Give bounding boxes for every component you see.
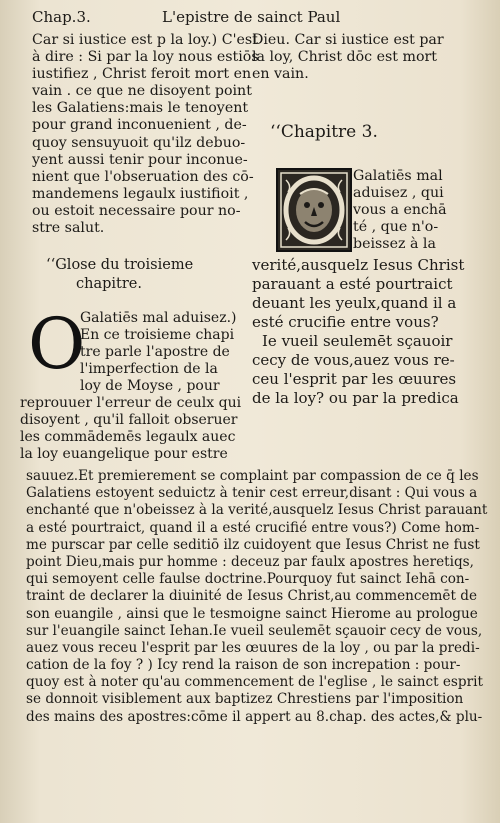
bottom-line: quoy est à noter qu'au commencement de l'eglise , le sainct esprit bbox=[26, 674, 483, 691]
left-line: quoy sensuyuoit qu'ilz debuo- bbox=[32, 134, 246, 151]
right-line: la loy, Christ dōc est mort bbox=[252, 49, 437, 66]
right-line: vous a enchā bbox=[353, 202, 447, 219]
bottom-line: point Dieu,mais pur homme : deceuz par faulx apostres heretiqs, bbox=[26, 553, 474, 570]
bottom-line: auez vous receu l'esprit par les œuures de la loy , ou par la predi- bbox=[26, 639, 480, 656]
right-line: Ie vueil seulemēt sçauoir bbox=[262, 332, 453, 350]
left-line: pour grand inconuenient , de- bbox=[32, 117, 247, 134]
bottom-line: traint de declarer la diuinité de Iesus Christ,au commencemēt de bbox=[26, 588, 478, 605]
gloss-line: loy de Moyse , pour bbox=[80, 378, 220, 395]
left-line: mandemens legaulx iustifioit , bbox=[32, 185, 249, 202]
bottom-line: se donnoit visiblement aux baptizez Chrestiens par l'imposition bbox=[26, 691, 464, 708]
gloss-line: reprouuer l'erreur de ceulx qui bbox=[20, 395, 242, 411]
bottom-line: enchanté que n'obeissez à la verité,ausquelz Iesus Christ parauant bbox=[26, 502, 488, 519]
left-line: Car si iustice est p la loy.) C'est bbox=[32, 32, 258, 48]
right-line: verité,ausquelz Iesus Christ bbox=[252, 256, 465, 274]
right-line: té , que n'o- bbox=[353, 219, 439, 236]
left-line: nient que l'obseruation des cō- bbox=[32, 168, 254, 185]
glose-heading-line: ‘‘Glose du troisieme bbox=[46, 257, 194, 273]
running-title: L'epistre de sainct Paul bbox=[162, 8, 341, 26]
right-line: en vain. bbox=[252, 66, 309, 83]
bottom-line: son euangile , ainsi que le tesmoigne sainct Hierome au prologue bbox=[26, 605, 478, 622]
chapter-heading: ‘‘Chapitre 3. bbox=[270, 122, 378, 142]
right-line: deuant les yeulx,quand il a bbox=[252, 294, 457, 312]
page-header bbox=[32, 8, 472, 30]
right-line: ceu l'esprit par les œuures bbox=[252, 370, 457, 388]
right-line: esté crucifie entre vous? bbox=[252, 313, 439, 331]
woodcut-face-icon bbox=[278, 170, 350, 250]
chapter-number: Chap.3. bbox=[32, 8, 91, 26]
right-column-body bbox=[252, 256, 465, 408]
bottom-line: me purscar par celle seditiō ilz cuidoyent que Iesus Christ ne fust bbox=[26, 536, 480, 553]
right-line: aduisez , qui bbox=[353, 185, 444, 202]
gloss-full bbox=[20, 395, 245, 463]
left-line: les Galatiens:mais le tenoyent bbox=[32, 100, 249, 117]
left-line: à dire : Si par la loy nous estiōs bbox=[32, 49, 259, 66]
right-column-top bbox=[252, 32, 447, 83]
bottom-line: sauuez.Et premierement se complaint par compassion de ce q̄ les bbox=[26, 468, 479, 484]
right-line: cecy de vous,auez vous re- bbox=[252, 351, 455, 369]
pilcrow-icon: ‘‘ bbox=[46, 257, 56, 273]
glose-heading bbox=[46, 256, 193, 294]
gloss-line: Galatiēs mal aduisez.) bbox=[80, 310, 237, 326]
right-line: Galatiēs mal bbox=[353, 168, 443, 184]
left-line: iustifiez , Christ feroit mort en bbox=[32, 66, 252, 83]
bottom-line: qui semoyent celle faulse doctrine.Pourquoy fut sainct Iehā con- bbox=[26, 571, 470, 588]
bottom-line: a esté pourtraict, quand il a esté crucifié entre vous?) Come hom- bbox=[26, 519, 480, 536]
gloss-line: disoyent , qu'il falloit obseruer bbox=[20, 412, 238, 429]
gloss-indented bbox=[80, 310, 250, 395]
bottom-text bbox=[26, 468, 488, 726]
bottom-line: des mains des apostres:cōme il appert au 8.chap. des actes,& plu- bbox=[26, 708, 483, 725]
bottom-line: cation de la foy ? ) Icy rend la raison de son increpation : pour- bbox=[26, 657, 461, 674]
glose-heading-line: chapitre. bbox=[76, 276, 142, 292]
bottom-line: sur l'euangile sainct Iehan.Ie vueil seulemēt sçauoir cecy de vous, bbox=[26, 622, 483, 639]
right-column-beside-initial bbox=[353, 168, 463, 253]
right-line: parauant a esté pourtraict bbox=[252, 275, 453, 293]
right-line: beissez à la bbox=[353, 236, 436, 253]
drop-cap: O bbox=[28, 303, 86, 385]
gloss-line: En ce troisieme chapi bbox=[80, 327, 235, 344]
gloss-line: la loy euangelique pour estre bbox=[20, 446, 228, 463]
left-line: stre salut. bbox=[32, 220, 105, 237]
right-line: de la loy? ou par la predica bbox=[252, 389, 459, 407]
right-line: Dieu. Car si iustice est par bbox=[252, 32, 444, 48]
pilcrow-icon: ‘‘ bbox=[270, 122, 281, 142]
bottom-line: Galatiens estoyent seduictz à tenir cest erreur,disant : Qui vous a bbox=[26, 485, 478, 502]
gloss-line: l'imperfection de la bbox=[80, 361, 218, 378]
left-column bbox=[32, 32, 259, 237]
gloss-line: les commādemēs legaulx auec bbox=[20, 429, 236, 446]
left-line: yent aussi tenir pour inconue- bbox=[32, 151, 248, 168]
gloss-line: tre parle l'apostre de bbox=[80, 344, 230, 361]
woodcut-initial bbox=[276, 168, 352, 252]
left-line: vain . ce que ne disoyent point bbox=[32, 83, 252, 100]
left-line: ou estoit necessaire pour no- bbox=[32, 202, 241, 219]
